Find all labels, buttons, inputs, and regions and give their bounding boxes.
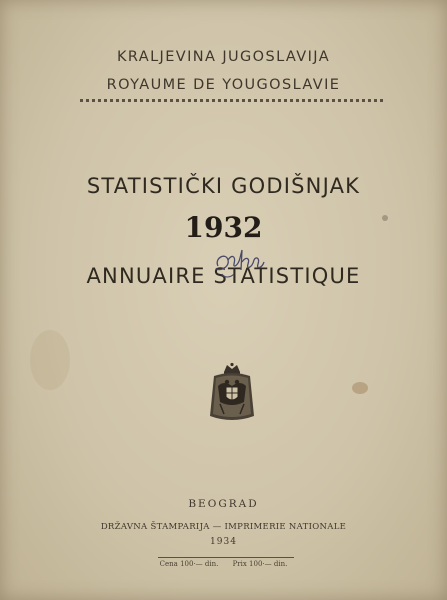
title-serbian: STATISTIČKI GODIŠNJAK xyxy=(86,174,361,198)
publisher-name: DRŽAVNA ŠTAMPARIJA — IMPRIMERIE NATIONALE xyxy=(100,522,347,532)
paper-stain xyxy=(352,382,368,394)
price-line xyxy=(0,560,447,568)
publication-year: 1934 xyxy=(210,537,237,547)
price-divider xyxy=(158,557,294,558)
country-name-french: ROYAUME DE YOUGOSLAVIE xyxy=(106,77,341,93)
dotted-divider xyxy=(80,99,383,102)
year-heading: 1932 xyxy=(184,211,263,244)
title-french: ANNUAIRE STATISTIQUE xyxy=(86,264,361,288)
price-serbian: Cena 100·— din. xyxy=(159,560,219,568)
paper-stain xyxy=(30,330,70,390)
publication-city: BEOGRAD xyxy=(188,498,259,510)
handwritten-note-signature xyxy=(212,246,268,280)
coat-of-arms-icon xyxy=(206,362,258,426)
price-french: Prix 100·— din. xyxy=(232,560,288,568)
country-name-serbian: KRALJEVINA JUGOSLAVIJA xyxy=(116,49,331,65)
